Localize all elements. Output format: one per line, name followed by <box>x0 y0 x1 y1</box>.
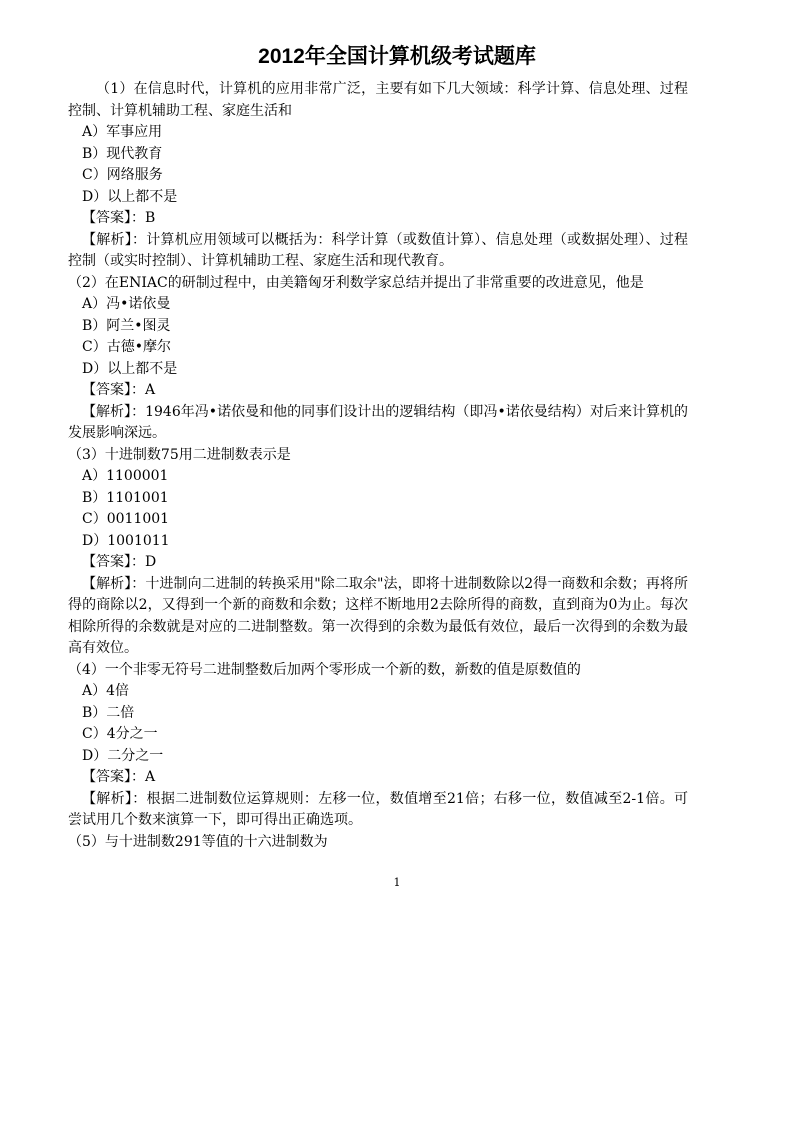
question-3-answer: 【答案】：D <box>82 554 157 570</box>
question-2-stem: （2）在ENIAC的研制过程中，由美籍匈牙利数学家总结并提出了非常重要的改进意见，他是 <box>68 274 644 291</box>
page-title: 2012年全国计算机级考试题库 <box>258 45 536 68</box>
question-3-stem: （3）十进制数75用二进制数表示是 <box>68 446 291 463</box>
question-2-option-a: A）冯•诺依曼 <box>82 296 171 312</box>
question-5 <box>68 832 688 854</box>
question-3-option-c: C）0011001 <box>82 511 170 527</box>
question-3-explanation: 【解析】：十进制向二进制的转换采用"除二取余"法，即将十进制数除以2得一商数和余数；再将所得的商除以2，又得到一个新的商数和余数；这样不断地用2去除所得的商数，直到商为0为止。每次相除所得的余数就是对应的二进制整数。第一次得到的余数为最低有效位，最后一次得到的余数为最高有效位。 <box>68 575 688 656</box>
question-2-option-d: D）以上都不是 <box>82 360 178 377</box>
question-4-option-b: B）二倍 <box>82 704 135 721</box>
question-1-option-c: C）网络服务 <box>82 167 163 183</box>
question-4-answer: 【答案】：A <box>82 769 156 785</box>
question-1-option-a: A）军事应用 <box>82 124 163 140</box>
question-4 <box>68 660 688 832</box>
page-number: 1 <box>393 876 401 889</box>
question-2 <box>68 273 688 445</box>
question-4-stem: （4）一个非零无符号二进制整数后加两个零形成一个新的数，新数的值是原数值的 <box>68 661 581 678</box>
question-4-option-c: C）4分之一 <box>82 726 158 742</box>
question-2-explanation: 【解析】：1946年冯•诺依曼和他的同事们设计出的逻辑结构（即冯•诺依曼结构）对后来计算机的发展影响深远。 <box>68 403 688 441</box>
question-5-stem: （5）与十进制数291等值的十六进制数为 <box>68 833 328 850</box>
question-1-option-b: B）现代教育 <box>82 145 163 162</box>
question-3-option-a: A）1100001 <box>82 468 169 484</box>
question-2-option-c: C）古德•摩尔 <box>82 339 171 355</box>
question-3 <box>68 445 688 660</box>
question-4-explanation: 【解析】：根据二进制数位运算规则：左移一位，数值增至21倍；右移一位，数值减至2-1倍。可尝试用几个数来演算一下，即可得出正确选项。 <box>68 790 688 828</box>
question-1-stem: （1）在信息时代，计算机的应用非常广泛，主要有如下几大领域：科学计算、信息处理、过程控制、计算机辅助工程、家庭生活和 <box>68 81 688 119</box>
question-1-option-d: D）以上都不是 <box>82 188 178 205</box>
question-4-option-d: D）二分之一 <box>82 747 164 764</box>
question-list <box>68 79 688 853</box>
question-3-option-d: D）1001011 <box>82 532 170 549</box>
question-4-option-a: A）4倍 <box>82 683 130 699</box>
question-1 <box>68 79 688 273</box>
question-1-explanation: 【解析】：计算机应用领域可以概括为：科学计算（或数值计算）、信息处理（或数据处理）、过程控制（或实时控制）、计算机辅助工程、家庭生活和现代教育。 <box>68 231 688 269</box>
question-2-answer: 【答案】：A <box>82 382 156 398</box>
question-3-option-b: B）1101001 <box>82 489 169 506</box>
question-1-answer: 【答案】：B <box>82 210 156 226</box>
question-2-option-b: B）阿兰•图灵 <box>82 317 171 334</box>
